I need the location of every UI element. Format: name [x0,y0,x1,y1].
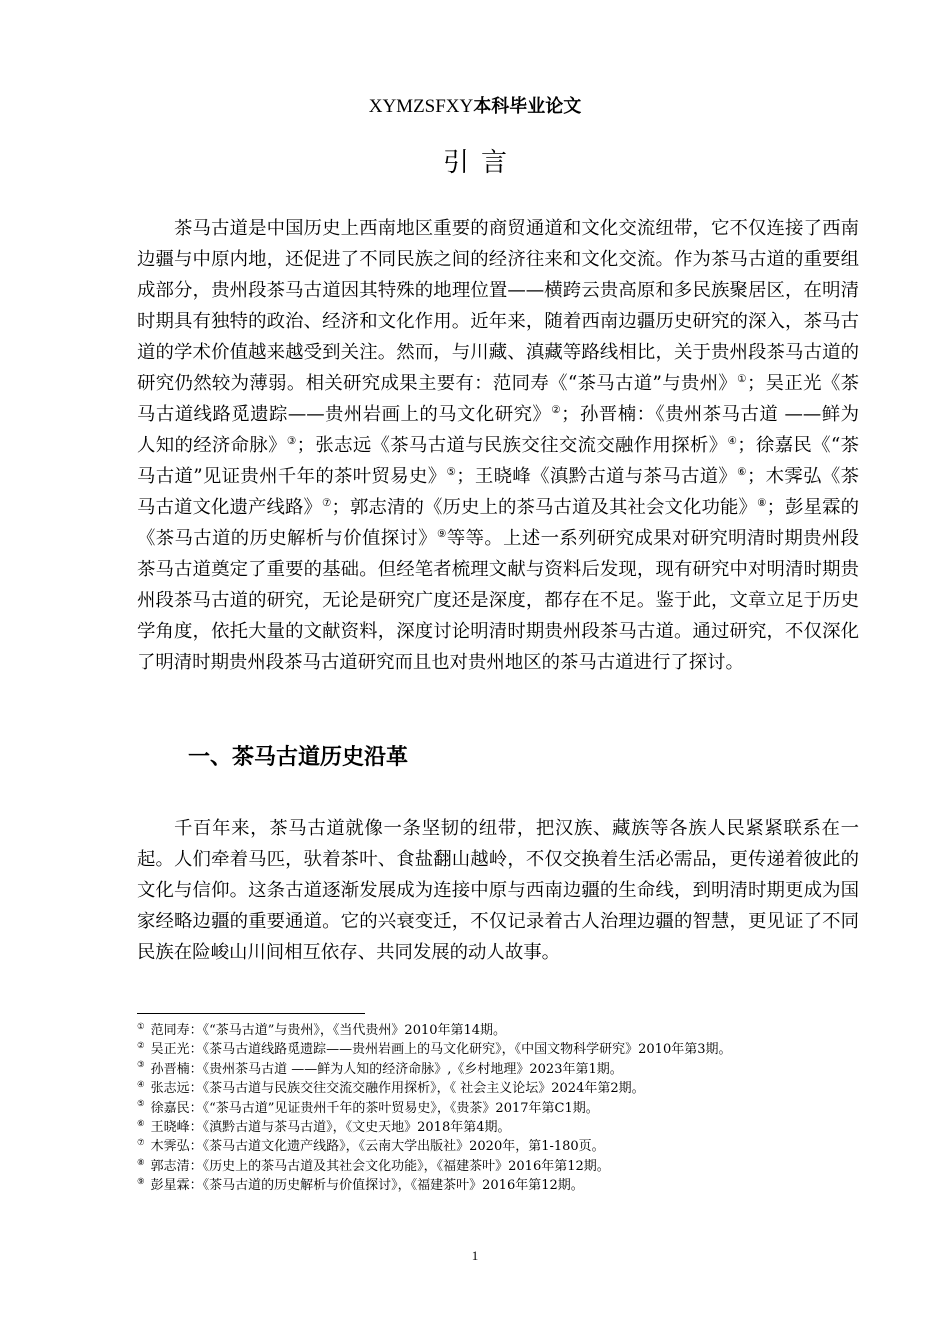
running-header [0,94,950,120]
intro-text: ；郭志清的《历史上的茶马古道及其社会文化功能》 [331,497,758,518]
footnote-item [137,1021,859,1040]
footnote-ref[interactable]: ① [737,372,747,385]
intro-text: ；王晓峰《滇黔古道与茶马古道》 [456,466,738,487]
intro-text: ；木霁弘《茶马古道文化遗产线路》 [137,466,859,518]
intro-text: 等等。上述一系列研究成果对研究明清时期贵州段茶马古道奠定了重要的基础。但经笔者梳理文献与资料后发现，现有研究中对明清时期贵州段茶马古道的研究，无论是研究广度还是深度，都存在不足。鉴于此，文章立足于历史学角度，依托大量的文献资料，深度讨论明清时期贵州段茶马古道。通过研究，不仅深化了明清时期贵州段茶马古道研究而且也对贵州地区的茶马古道进行了探讨。 [137,528,859,673]
footnote-mark: ① [137,1021,145,1032]
footnote-text: 范同寿：《“茶马古道”与贵州》，《当代贵州》2010年第14期。 [150,1023,507,1038]
footnote-text: 徐嘉民：《“茶马古道”见证贵州千年的茶叶贸易史》，《贵茶》2017年第C1期。 [150,1100,599,1116]
intro-text: 茶马古道是中国历史上西南地区重要的商贸通道和文化交流纽带，它不仅连接了西南边疆与中原内地，还促进了不同民族之间的经济往来和文化交流。作为茶马古道的重要组成部分，贵州段茶马古道因其特殊的地理位置——横跨云贵高原和多民族聚居区，在明清时期具有独特的政治、经济和文化作用。近年来，随着西南边疆历史研究的深入，茶马古道的学术价值越来越受到关注。然而，与川藏、滇藏等路线相比，关于贵州段茶马古道的研究仍然较为薄弱。相关研究成果主要有：范同寿《“茶马古道”与贵州》 [137,218,859,394]
footnote-mark: ⑧ [137,1157,145,1168]
footnote-ref[interactable]: ⑨ [437,527,447,540]
footnote-mark: ⑥ [137,1118,145,1129]
footnote-item [137,1060,859,1079]
header-code: XYMZSFXY [368,96,474,117]
intro-text: ；吴正光《茶马古道线路觅遗踪——贵州岩画上的马文化研究》 [137,373,859,425]
footnote-mark: ⑦ [137,1138,145,1149]
footnote-mark: ④ [137,1079,145,1090]
footnote-item [137,1176,859,1195]
footnote-item [137,1157,859,1176]
section-paragraph: 千百年来，茶马古道就像一条坚韧的纽带，把汉族、藏族等各族人民紧紧联系在一起。人们牵着马匹，驮着茶叶、食盐翻山越岭，不仅交换着生活必需品，更传递着彼此的文化与信仰。这条古道逐渐发展成为连接中原与西南边疆的生命线，到明清时期更成为国家经略边疆的重要通道。它的兴衰变迁，不仅记录着古人治理边疆的智慧，更见证了不同民族在险峻山川间相互依存、共同发展的动人故事。 [137,818,859,963]
footnote-text: 吴正光：《茶马古道线路觅遗踪——贵州岩画上的马文化研究》，《中国文物科学研究》2010年第3期。 [150,1042,732,1058]
section-heading: 一、茶马古道历史沿革 [188,745,409,770]
header-label: 本科毕业论文 [473,96,582,117]
footnote-text: 木霁弘：《茶马古道文化遗产线路》，《云南大学出版社》2020年，第1-180页。 [150,1139,605,1155]
intro-paragraph [137,213,859,678]
footnote-text: 孙晋楠：《贵州茶马古道 ——鲜为人知的经济命脉》,《乡村地理》2023年第1期。 [150,1061,623,1077]
intro-text: ；孙晋楠：《贵州茶马古道 ——鲜为人知的经济命脉》 [137,404,859,456]
footnote-ref[interactable]: ⑤ [446,465,457,478]
footnote-item [137,1040,859,1059]
footnote-mark: ③ [137,1060,145,1071]
footnote-separator [137,1013,365,1014]
footnote-text: 郭志清：《历史上的茶马古道及其社会文化功能》，《福建茶叶》2016年第12期。 [150,1158,610,1174]
footnote-item [137,1079,859,1098]
footnote-mark: ⑤ [137,1099,145,1110]
footnote-text: 彭星霖：《茶马古道的历史解析与价值探讨》，《福建茶叶》2016年第12期。 [150,1178,584,1194]
intro-text: ；徐嘉民《“茶马古道”见证贵州千年的茶叶贸易史》 [137,435,859,487]
footnote-ref[interactable]: ⑥ [737,465,747,478]
footnote-ref[interactable]: ⑦ [322,496,332,509]
footnote-mark: ② [137,1041,145,1052]
footnote-item [137,1118,859,1137]
footnote-item [137,1137,859,1156]
page-number: 1 [471,1248,479,1263]
intro-text: ；彭星霖的《茶马古道的历史解析与价值探讨》 [137,497,859,549]
footnote-item [137,1099,859,1118]
footnote-ref[interactable]: ⑧ [757,496,767,509]
footnote-mark: ⑨ [137,1176,145,1187]
footnote-text: 张志远：《茶马古道与民族交往交流交融作用探析》，《 社会主义论坛》2024年第2期。 [150,1081,645,1097]
intro-text: ；张志远《茶马古道与民族交往交流交融作用探析》 [296,435,728,456]
footnote-text: 王晓峰：《滇黔古道与茶马古道》，《文史天地》2018年第4期。 [150,1120,511,1136]
footnote-ref[interactable]: ② [551,403,562,416]
footnote-ref[interactable]: ③ [286,434,297,447]
footnote-list [137,1021,859,1196]
footnote-ref[interactable]: ④ [727,434,738,447]
page-title: 引言 [442,148,519,178]
